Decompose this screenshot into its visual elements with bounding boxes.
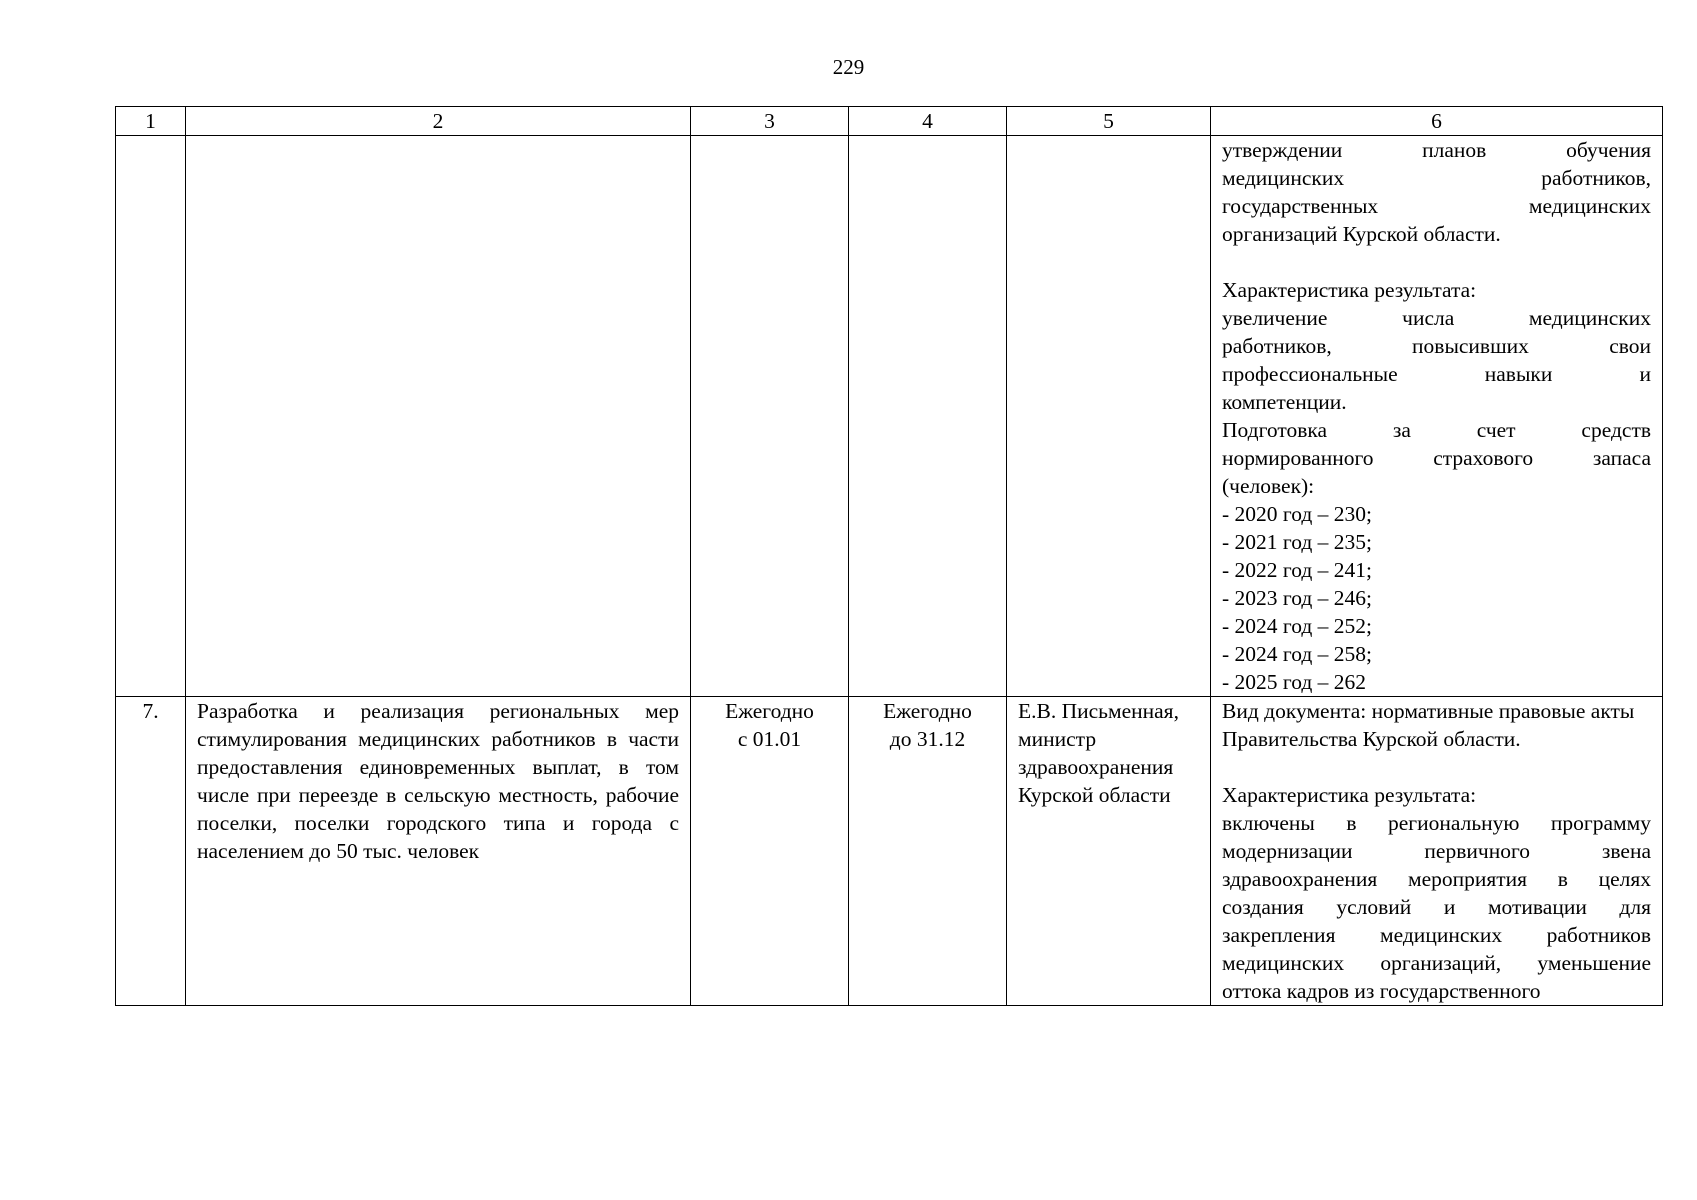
result-heading-row7: Характеристика результата:: [1222, 783, 1477, 807]
result-text-line: нормированного страхового запаса: [1222, 446, 1651, 470]
result-text-line: работников, повысивших свои: [1222, 334, 1651, 358]
result-text-line: - 2020 год – 230;: [1222, 502, 1372, 526]
cell-empty-5: [1007, 136, 1211, 697]
result-text-line: Подготовка за счет средств: [1222, 418, 1651, 442]
header-cell-6: 6: [1211, 107, 1663, 136]
cell-empty-3: [691, 136, 849, 697]
result-text-line: профессиональные навыки и: [1222, 362, 1651, 386]
start-date-line-2: с 01.01: [737, 727, 802, 751]
table-row-continued: [116, 136, 1663, 697]
result-text-line: - 2022 год – 241;: [1222, 558, 1372, 582]
responsible-line-3: здравоохранения: [1018, 755, 1174, 779]
result-text-line: увеличение числа медицинских: [1222, 306, 1651, 330]
continued-text-line: организаций Курской области.: [1222, 222, 1501, 246]
start-date-cell: [691, 697, 849, 1006]
start-date-line-1: Ежегодно: [725, 699, 814, 723]
result-text-line: - 2024 год – 252;: [1222, 614, 1372, 638]
result-text-line: компетенции.: [1222, 390, 1347, 414]
continued-text-line: медицинских работников,: [1222, 166, 1651, 190]
header-cell-2: 2: [186, 107, 691, 136]
page-number: 229: [832, 55, 865, 79]
end-date-line-2: до 31.12: [889, 727, 966, 751]
cell-empty-4: [849, 136, 1007, 697]
continued-text-block: [1222, 136, 1651, 248]
header-cell-3: 3: [691, 107, 849, 136]
result-text-line: (человек):: [1222, 474, 1315, 498]
measures-table: [115, 106, 1663, 1006]
result-text-line: - 2021 год – 235;: [1222, 530, 1372, 554]
cell-empty-2: [186, 136, 691, 697]
header-cell-1: 1: [116, 107, 186, 136]
measure-description: Разработка и реализация региональных мер стимулирования медицинских работников в части предоставления единовременных выплат, в том числе при переезде в сельскую местность, рабочие поселки, поселки городского типа и города с населением до 50 тыс. человек: [186, 697, 691, 1006]
continued-result-cell: [1211, 136, 1663, 697]
responsible-cell: [1007, 697, 1211, 1006]
row-number: 7.: [116, 697, 186, 1006]
document-type: Вид документа: нормативные правовые акты Правительства Курской области.: [1222, 699, 1635, 751]
end-date-cell: [849, 697, 1007, 1006]
result-cell: [1211, 697, 1663, 1006]
table-row-7: [116, 697, 1663, 1006]
continued-text-line: государственных медицинских: [1222, 194, 1651, 218]
responsible-line-2: министр: [1018, 727, 1097, 751]
header-cell-5: 5: [1007, 107, 1211, 136]
result-text-line: - 2024 год – 258;: [1222, 642, 1372, 666]
result-text-line: - 2023 год – 246;: [1222, 586, 1372, 610]
responsible-line-4: Курской области: [1018, 783, 1171, 807]
result-text-block: [1222, 304, 1651, 696]
end-date-line-1: Ежегодно: [883, 699, 972, 723]
result-heading: Характеристика результата:: [1222, 278, 1477, 302]
header-cell-4: 4: [849, 107, 1007, 136]
result-text-row7: включены в региональную программу модернизации первичного звена здравоохранения мероприятия в целях создания условий и мотивации для закрепления медицинских работников медицинских организаций, уменьшение оттока кадров из государственного: [1222, 811, 1651, 1003]
cell-empty-1: [116, 136, 186, 697]
continued-text-line: утверждении планов обучения: [1222, 138, 1651, 162]
result-text-line: - 2025 год – 262: [1222, 670, 1367, 694]
header-row: [116, 107, 1663, 136]
responsible-line-1: Е.В. Письменная,: [1018, 699, 1179, 723]
